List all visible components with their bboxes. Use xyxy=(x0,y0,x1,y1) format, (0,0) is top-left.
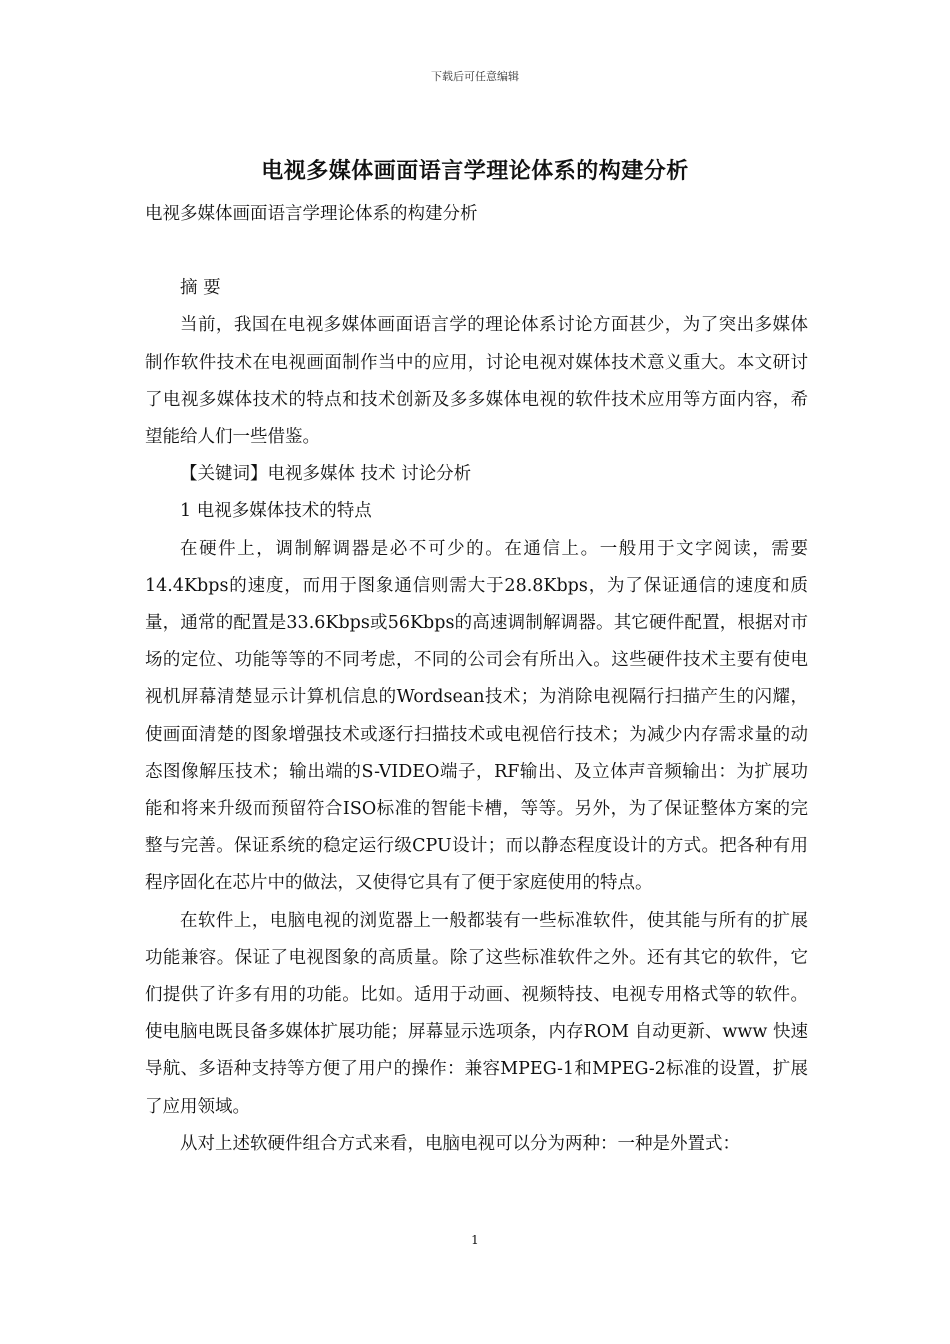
abstract-paragraph: 当前，我国在电视多媒体画面语言学的理论体系讨论方面甚少，为了突出多媒体制作软件技术在电视画面制作当中的应用，讨论电视对媒体技术意义重大。本文研讨了电视多媒体技术的特点和技术创新及多多媒体电视的软件技术应用等方面内容，希望能给人们一些借鉴。 xyxy=(145,315,808,448)
page-number: 1 xyxy=(471,1233,479,1247)
page-header-note: 下载后可任意编辑 xyxy=(431,70,519,83)
keywords-line: 【关键词】电视多媒体 技术 讨论分析 xyxy=(180,464,472,485)
document-subtitle: 电视多媒体画面语言学理论体系的构建分析 xyxy=(145,204,478,224)
document-body xyxy=(145,196,808,1163)
body-paragraph: 在硬件上，调制解调器是必不可少的。在通信上。一般用于文字阅读，需要14.4Kbps的速度，而用于图象通信则需大于28.8Kbps，为了保证通信的速度和质量，通常的配置是33.6Kbps或56Kbps的高速调制解调器。其它硬件配置，根据对市场的定位、功能等等的不同考虑，不同的公司会有所出入。这些硬件技术主要有使电视机屏幕清楚显示计算机信息的Wordsean技术；为消除电视隔行扫描产生的闪耀，使画面清楚的图象增强技术或逐行扫描技术或电视倍行技术；为减少内存需求量的动态图像解压技术；输出端的S-VIDEO端子，RF输出、及立体声音频输出：为扩展功能和将来升级而预留符合ISO标准的智能卡槽，等等。另外，为了保证整体方案的完整与完善。保证系统的稳定运行级CPU设计；而以静态程度设计的方式。把各种有用程序固化在芯片中的做法，又使得它具有了便于家庭使用的特点。 xyxy=(145,538,808,894)
body-paragraph: 从对上述软硬件组合方式来看，电脑电视可以分为两种：一种是外置式： xyxy=(180,1133,740,1154)
abstract-heading: 摘 要 xyxy=(180,278,221,299)
blank-line xyxy=(145,233,808,270)
document-title: 电视多媒体画面语言学理论体系的构建分析 xyxy=(261,158,689,184)
body-paragraph: 在软件上，电脑电视的浏览器上一般都装有一些标准软件，使其能与所有的扩展功能兼容。保证了电视图象的高质量。除了这些标准软件之外。还有其它的软件，它们提供了许多有用的功能。比如。适用于动画、视频特技、电视专用格式等的软件。使电脑电既艮备多媒体扩展功能；屏幕显示选项条，内存ROM 自动更新、www 快速导航、多语种支持等方便了用户的操作：兼容MPEG-1和MPEG-2标准的设置，扩展了应用领域。 xyxy=(145,910,808,1117)
section-heading: 1 电视多媒体技术的特点 xyxy=(180,501,372,522)
